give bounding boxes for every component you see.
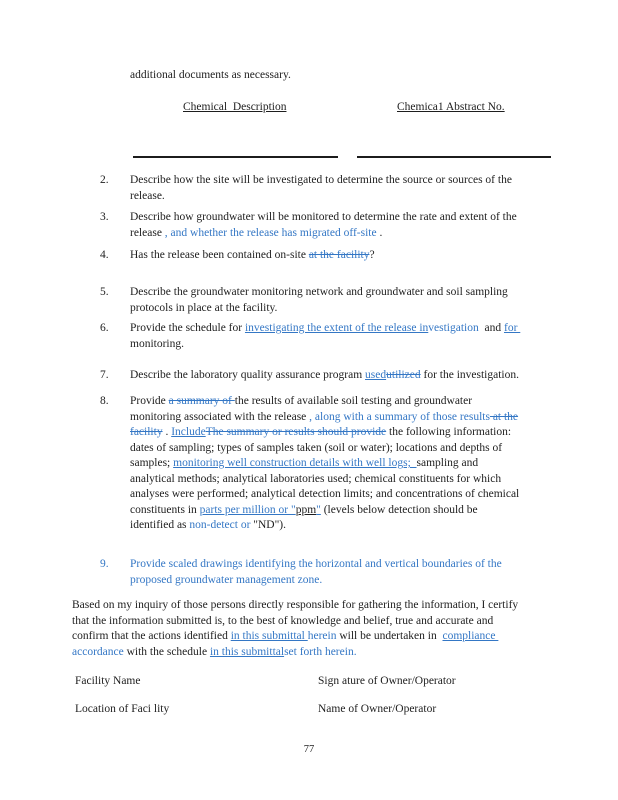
text-line: Based on my inquiry of those persons directly responsible for gathering the information, I certify (72, 599, 519, 611)
numbered-item (100, 321, 582, 352)
text-line: dates of sampling; types of samples taken (soil or water); locations and depths of (130, 441, 503, 454)
text-line: facility . IncludeThe summary or results should provide the following information: (130, 426, 512, 438)
item-number: 8. (100, 395, 109, 407)
text-line: monitoring associated with the release , along with a summary of those results at the (130, 410, 519, 423)
text-line: release , and whether the release has migrated off-site . (130, 226, 383, 239)
numbered-item (100, 210, 582, 241)
numbered-item (100, 173, 582, 204)
item-number: 3. (100, 211, 109, 223)
text-line: Provide scaled drawings identifying the horizontal and vertical boundaries of the (130, 558, 502, 570)
item-text (130, 368, 582, 384)
text-line: Provide a summary of the results of available soil testing and groundwater (130, 395, 473, 407)
text-line: protocols in place at the facility. (130, 301, 278, 314)
numbered-item (100, 248, 582, 264)
text-line: Describe how the site will be investigated to determine the source or sources of the (130, 174, 512, 186)
name-of-owner-operator-label: Name of Owner/Operator (318, 703, 437, 715)
signature-of-owner-operator-label: Sign ature of Owner/Operator (318, 675, 456, 687)
text-line: constituents in parts per million or "ppm" (levels below detection should be (130, 503, 478, 516)
item-number: 7. (100, 369, 109, 381)
text-line: Describe the groundwater monitoring network and groundwater and soil sampling (130, 286, 508, 298)
text-line: that the information submitted is, to the best of knowledge and belief, true and accurate and (72, 614, 494, 627)
text-line: analyses were performed; analytical detection limits; and concentrations of chemical (130, 488, 520, 500)
item-text (130, 173, 582, 204)
item-text (130, 321, 582, 352)
intro-line: additional documents as necessary. (130, 69, 291, 81)
text-line: analytical methods; analytical laboratories used; chemical constituents for which (130, 472, 502, 485)
item-number: 9. (100, 558, 109, 570)
text-line: Provide the schedule for investigating the extent of the release investigation and for (130, 322, 521, 334)
item-text (130, 557, 582, 588)
item-text (130, 394, 582, 534)
text-line: identified as non-detect or "ND"). (130, 519, 286, 531)
text-line: monitoring. (130, 337, 184, 350)
page-number: 77 (303, 744, 315, 755)
numbered-item (100, 285, 582, 316)
item-text (130, 285, 582, 316)
column-header-chemical-description: Chemical Description (183, 101, 287, 113)
text-line: Describe how groundwater will be monitored to determine the rate and extent of the (130, 211, 517, 223)
item-number: 4. (100, 249, 109, 261)
item-number: 2. (100, 174, 109, 186)
numbered-item (100, 557, 582, 588)
item-number: 6. (100, 322, 109, 334)
text-line: confirm that the actions identified in this submittal herein will be undertaken in compliance (72, 630, 499, 642)
numbered-item (100, 394, 582, 534)
text-line: Has the release been contained on-site at the facility? (130, 249, 375, 261)
text-line: release. (130, 189, 165, 202)
text-line: proposed groundwater management zone. (130, 573, 323, 586)
text-line: accordance with the schedule in this submittalset forth herein. (72, 645, 357, 658)
facility-name-label: Facility Name (75, 675, 141, 687)
numbered-item (100, 368, 582, 384)
item-text (130, 248, 582, 264)
item-text (130, 210, 582, 241)
certification-paragraph (72, 598, 558, 660)
text-line: Describe the laboratory quality assurance program usedutilized for the investigation. (130, 369, 519, 381)
text-line: samples; monitoring well construction details with well logs; sampling and (130, 457, 479, 469)
column-header-chemical-abstract-no: Chemica1 Abstract No. (397, 101, 505, 113)
location-of-facility-label: Location of Faci lity (75, 703, 170, 715)
item-number: 5. (100, 286, 109, 298)
